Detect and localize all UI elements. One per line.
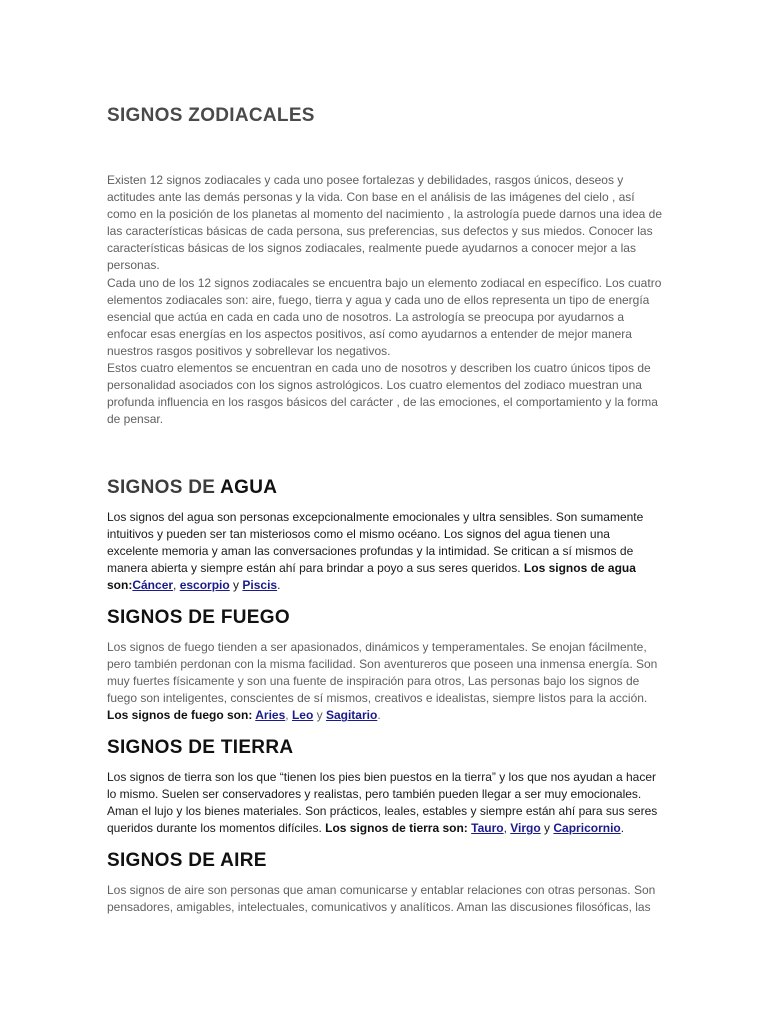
heading-fuego: SIGNOS DE FUEGO (107, 607, 290, 628)
link-capricornio[interactable]: Capricornio (553, 821, 621, 836)
link-tauro[interactable]: Tauro (471, 821, 504, 836)
intro-text (107, 172, 663, 428)
fuego-body (107, 639, 663, 724)
heading-agua (107, 477, 277, 499)
link-aries[interactable]: Aries (255, 708, 286, 723)
tierra-text: Los signos de tierra son los que “tienen los pies bien puestos en la tierra” y los que nos ayudan a hacer lo mismo. Suelen ser conservadores y realistas, pero también pueden llegar a ser muy emocionales. Aman el lujo y los bienes materiales. Son prácticos, leales, estables y siempre están ahí para sus seres queridos durante los momentos difíciles. (107, 770, 658, 836)
link-virgo[interactable]: Virgo (510, 821, 541, 836)
link-escorpio[interactable]: escorpio (179, 578, 230, 593)
separator: y (229, 578, 243, 593)
separator: . (620, 821, 625, 836)
fuego-signs-label: Los signos de fuego son: (107, 708, 256, 723)
document-page (107, 0, 663, 1024)
intro-paragraph-1: Existen 12 signos zodiacales y cada uno posee fortalezas y debilidades, rasgos únicos, deseos y actitudes ante las demás personas y la vida. Con base en el análisis de las imágenes del cielo , así como en la posición de los planetas al momento del nacimiento , la astrología puede darnos una idea de las características básicas de cada persona, sus preferencias, sus defectos y sus miedos. Conocer las características básicas de los signos zodiacales, realmente puede ayudarnos a conocer mejor a las personas. (107, 173, 663, 273)
fuego-text: Los signos de fuego tienden a ser apasionados, dinámicos y temperamentales. Se enojan fácilmente, pero también perdonan con la misma facilidad. Son aventureros que poseen una inmensa energía. Son muy fuertes físicamente y son una fuente de inspiración para otros, Las personas bajo los signos de fuego son inteligentes, conscientes de sí mismos, creativos e idealistas, siempre listos para la acción. (107, 640, 658, 706)
agua-text: Los signos del agua son personas excepcionalmente emocionales y ultra sensibles. Son sumamente intuitivos y pueden ser tan misteriosos como el mismo océano. Los signos del agua tienen una excelente memoria y aman las conversaciones profundas y la intimidad. Se critican a sí mismos de manera abierta y siempre están ahí para brindar a poyo a sus seres queridos. (107, 510, 644, 576)
separator: , (503, 821, 511, 836)
separator: y (313, 708, 326, 723)
agua-signs-label: Los signos de agua son: (107, 561, 636, 593)
intro-paragraph-3: Estos cuatro elementos se encuentran en cada uno de nosotros y describen los cuatro únicos tipos de personalidad asociados con los signos astrológicos. Los cuatro elementos del zodiaco muestran una profunda influencia en los rasgos básicos del carácter , de las emociones, el comportamiento y la forma de pensar. (107, 361, 658, 427)
separator: . (377, 708, 381, 723)
intro-paragraph-2: Cada uno de los 12 signos zodiacales se encuentra bajo un elemento zodiacal en específico. Los cuatro elementos zodiacales son: aire, fuego, tierra y agua y cada uno de ellos representa un tipo de energía esencial que actúa en cada en cada uno de nosotros. La astrología se preocupa por ayudarnos a enfocar esas energías en los aspectos positivos, así como ayudarnos a entender de mejor manera nuestros rasgos positivos y sobrellevar los negativos. (107, 275, 662, 358)
tierra-body (107, 769, 663, 837)
link-cancer[interactable]: Cáncer (132, 578, 174, 593)
tierra-signs-label: Los signos de tierra son: (325, 821, 472, 836)
separator: , (173, 578, 180, 593)
link-leo[interactable]: Leo (291, 708, 314, 723)
separator: , (285, 708, 292, 723)
separator: y (540, 821, 554, 836)
link-piscis[interactable]: Piscis (242, 578, 278, 593)
link-sagitario[interactable]: Sagitario (325, 708, 378, 723)
heading-agua-prefix: SIGNOS DE (107, 477, 221, 498)
page-title: SIGNOS ZODIACALES (107, 105, 315, 126)
heading-aire: SIGNOS DE AIRE (107, 850, 267, 871)
agua-body (107, 509, 663, 594)
separator: . (277, 578, 281, 593)
heading-agua-word: AGUA (220, 477, 278, 498)
aire-body: Los signos de aire son personas que aman comunicarse y entablar relaciones con otras personas. Son pensadores, amigables, intelectuales, comunicativos y analíticos. Aman las discusiones filosóficas, las (107, 883, 656, 915)
heading-tierra: SIGNOS DE TIERRA (107, 737, 294, 758)
